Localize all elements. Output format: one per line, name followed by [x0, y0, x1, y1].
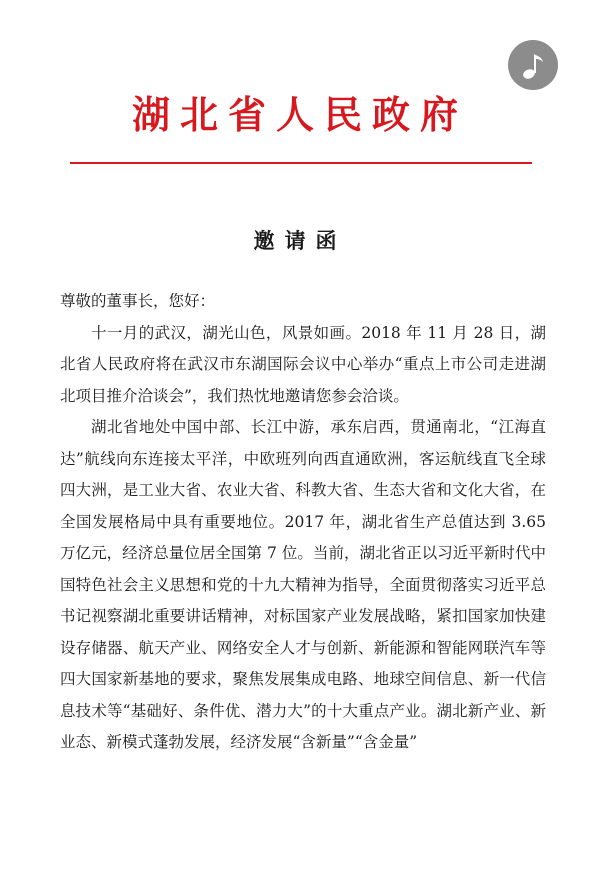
document-title: 邀请函 [253, 228, 347, 253]
music-note-icon [518, 48, 548, 82]
red-header-divider [70, 162, 532, 164]
paragraph-1: 十一月的武汉，湖光山色，风景如画。2018 年 11 月 28 日，湖北省人民政府将在武汉市东湖国际会议中心举办“重点上市公司走进湖北项目推介洽谈会”，我们热忱地邀请您参会洽谈。 [60, 323, 546, 405]
salutation: 尊敬的董事长，您好： [60, 292, 216, 310]
letter-body [60, 286, 546, 759]
paragraph-2: 湖北省地处中国中部、长江中游，承东启西，贯通南北，“江海直达”航线向东连接太平洋，中欧班列向西直通欧洲，客运航线直飞全球四大洲，是工业大省、农业大省、科教大省、生态大省和文化大省，在全国发展格局中具有重要地位。2017 年，湖北省生产总值达到 3.65 万亿元，经济总量位居全国第 7 位。当前，湖北省正以习近平新时代中国特色社会主义思想和党的十九大精神为指导，全面贯彻落实习近平总书记视察湖北重要讲话精神，对标国家产业发展战略，紧扣国家加快建设存储器、航天产业、网络安全人才与创新、新能源和智能网联汽车等四大国家新基地的要求，聚焦发展集成电路、地球空间信息、新一代信息技术等“基础好、条件优、潜力大”的十大重点产业。湖北新产业、新业态、新模式蓬勃发展，经济发展“含新量”“含金量” [60, 418, 546, 751]
watermark-badge [508, 40, 558, 90]
issuing-authority-title: 湖北省人民政府 [131, 92, 468, 137]
